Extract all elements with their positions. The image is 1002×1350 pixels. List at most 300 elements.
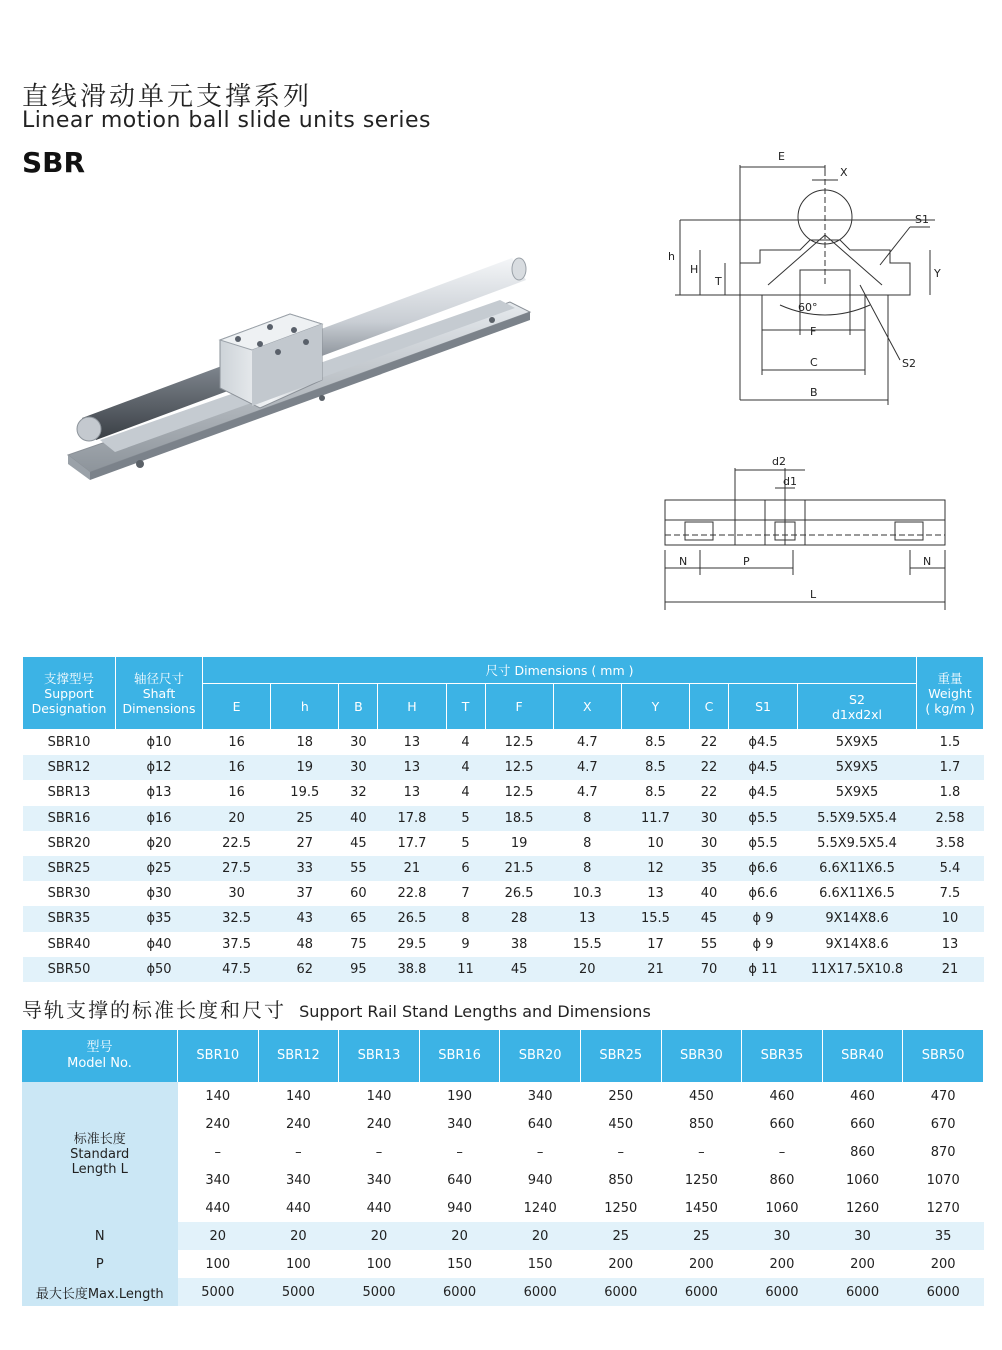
- header-model-sbr10: SBR10: [178, 1030, 259, 1082]
- table-cell: 250: [580, 1082, 661, 1110]
- header-dim-c: C: [690, 684, 729, 730]
- table-cell: 13: [917, 932, 984, 957]
- table-cell: 8: [446, 906, 485, 931]
- table-cell: ϕ35: [116, 906, 203, 931]
- table-cell: ϕ16: [116, 806, 203, 831]
- table-cell: 20: [419, 1222, 500, 1250]
- table-cell: 22: [690, 780, 729, 805]
- table-row: [23, 831, 984, 856]
- table-cell: 30: [822, 1222, 903, 1250]
- table-cell: 13: [378, 780, 446, 805]
- header-shaft-cn: 轴径尺寸: [133, 670, 184, 686]
- table-cell: 5000: [178, 1278, 259, 1306]
- label-B: B: [810, 386, 818, 399]
- table-cell: 11X17.5X10.8: [798, 957, 917, 982]
- table-cell: 27.5: [203, 856, 271, 881]
- table-cell: 6000: [500, 1278, 581, 1306]
- table-cell: 5: [446, 806, 485, 831]
- table-cell: 12: [621, 856, 689, 881]
- table-cell: ϕ40: [116, 932, 203, 957]
- table-cell: –: [500, 1138, 581, 1166]
- table-cell: ϕ5.5: [729, 831, 798, 856]
- label-F: F: [810, 325, 817, 338]
- table-cell: 5000: [339, 1278, 420, 1306]
- table-cell: 65: [339, 906, 378, 931]
- header-dim-s2: [798, 684, 917, 730]
- table-cell: 48: [271, 932, 339, 957]
- table-cell: 240: [339, 1110, 420, 1138]
- title-english: Linear motion ball slide units series: [22, 108, 431, 133]
- label-H: H: [690, 263, 699, 276]
- header-model-sbr40: SBR40: [822, 1030, 903, 1082]
- table-row-p: [22, 1250, 984, 1278]
- table-cell: 1060: [822, 1166, 903, 1194]
- table-cell: SBR12: [23, 755, 116, 780]
- table-cell: 850: [661, 1110, 742, 1138]
- table-cell: 5.5X9.5X5.4: [798, 806, 917, 831]
- table-cell: 2.58: [917, 806, 984, 831]
- table-cell: 5X9X5: [798, 755, 917, 780]
- header-dim-h: H: [378, 684, 446, 730]
- table-cell: 8.5: [621, 755, 689, 780]
- table-cell: 5X9X5: [798, 780, 917, 805]
- header-dim-s1: S1: [729, 684, 798, 730]
- table-cell: ϕ4.5: [729, 755, 798, 780]
- table-cell: 9X14X8.6: [798, 932, 917, 957]
- header-model-sbr20: SBR20: [500, 1030, 581, 1082]
- table-cell: 3.58: [917, 831, 984, 856]
- table-cell: 100: [258, 1250, 339, 1278]
- std-en1: Standard: [70, 1146, 130, 1162]
- table-cell: 12.5: [485, 730, 553, 756]
- table-cell: 37.5: [203, 932, 271, 957]
- table-cell: 6000: [822, 1278, 903, 1306]
- table-cell: ϕ5.5: [729, 806, 798, 831]
- table-cell: ϕ4.5: [729, 730, 798, 756]
- table-cell: 7: [446, 881, 485, 906]
- table-cell: SBR40: [23, 932, 116, 957]
- header-s2-sub: d1xd2xl: [831, 706, 883, 722]
- table-cell: 1060: [742, 1194, 823, 1222]
- table-cell: 860: [822, 1138, 903, 1166]
- table-cell: 43: [271, 906, 339, 931]
- header-shaft-en2: Dimensions: [122, 700, 196, 716]
- table-cell: 9X14X8.6: [798, 906, 917, 931]
- table-cell: 4.7: [553, 780, 621, 805]
- side-view-drawing: [655, 450, 955, 615]
- table-cell: 20: [339, 1222, 420, 1250]
- table-cell: 13: [378, 730, 446, 756]
- table-cell: 95: [339, 957, 378, 982]
- table-cell: 1270: [903, 1194, 984, 1222]
- table-cell: 190: [419, 1082, 500, 1110]
- table-cell: 13: [378, 755, 446, 780]
- cross-section-drawing: [660, 145, 960, 410]
- table-cell: 4: [446, 755, 485, 780]
- table-cell: 12.5: [485, 755, 553, 780]
- table-row: [22, 1082, 984, 1110]
- label-X: X: [840, 166, 848, 179]
- table-cell: SBR10: [23, 730, 116, 756]
- table-cell: 26.5: [378, 906, 446, 931]
- table-cell: ϕ30: [116, 881, 203, 906]
- header-model-en: Model No.: [67, 1056, 132, 1071]
- table-cell: 45: [339, 831, 378, 856]
- table-cell: 15.5: [621, 906, 689, 931]
- table-cell: 4: [446, 730, 485, 756]
- table-cell: 20: [258, 1222, 339, 1250]
- table-cell: 940: [419, 1194, 500, 1222]
- table-cell: 1260: [822, 1194, 903, 1222]
- table-cell: 40: [339, 806, 378, 831]
- table-cell: 20: [500, 1222, 581, 1250]
- table-cell: 200: [580, 1250, 661, 1278]
- table-cell: 62: [271, 957, 339, 982]
- table-cell: 850: [580, 1166, 661, 1194]
- table-cell: 16: [203, 780, 271, 805]
- table-cell: 30: [203, 881, 271, 906]
- label-N-right: N: [923, 555, 932, 568]
- table-cell: 70: [690, 957, 729, 982]
- lengths-table: [22, 1030, 984, 1306]
- table-cell: –: [661, 1138, 742, 1166]
- table-cell: 5.4: [917, 856, 984, 881]
- header-model-cn: 型号: [86, 1040, 113, 1055]
- header-dim-t: T: [446, 684, 485, 730]
- table-cell: 340: [419, 1110, 500, 1138]
- table-cell: 140: [339, 1082, 420, 1110]
- header-support-en1: Support: [44, 685, 94, 701]
- header-dimensions: 尺寸 Dimensions ( mm ): [203, 657, 917, 684]
- table-cell: 55: [339, 856, 378, 881]
- table-cell: 45: [485, 957, 553, 982]
- table-cell: 35: [690, 856, 729, 881]
- table-cell: 1.7: [917, 755, 984, 780]
- table-cell: 22.8: [378, 881, 446, 906]
- table-cell: 20: [203, 806, 271, 831]
- table-cell: 450: [661, 1082, 742, 1110]
- table-cell: 40: [690, 881, 729, 906]
- header-weight-en2: ( kg/m ): [925, 700, 975, 716]
- header-shaft-en1: Shaft: [142, 685, 176, 701]
- header-model-sbr13: SBR13: [339, 1030, 420, 1082]
- table-cell: 200: [822, 1250, 903, 1278]
- label-d1: d1: [783, 475, 797, 488]
- table-cell: 22: [690, 730, 729, 756]
- table-cell: ϕ6.6: [729, 881, 798, 906]
- table-cell: 1450: [661, 1194, 742, 1222]
- table-cell: 20: [553, 957, 621, 982]
- table-cell: 460: [742, 1082, 823, 1110]
- table-cell: 10: [917, 906, 984, 931]
- header-weight: [917, 657, 984, 730]
- header-model: [22, 1030, 178, 1082]
- model-title: SBR: [22, 146, 86, 179]
- header-dim-x: X: [553, 684, 621, 730]
- table-cell: 1.5: [917, 730, 984, 756]
- table-cell: 240: [258, 1110, 339, 1138]
- table-cell: 17.8: [378, 806, 446, 831]
- section2-title-cn: 导轨支撑的标准长度和尺寸: [22, 998, 286, 1022]
- header-support-cn: 支撑型号: [43, 670, 94, 686]
- header-support-en2: Designation: [31, 700, 107, 716]
- table-cell: 8: [553, 806, 621, 831]
- table-cell: 25: [271, 806, 339, 831]
- table-cell: 21.5: [485, 856, 553, 881]
- table-row: [23, 906, 984, 931]
- header-weight-cn: 重量: [937, 670, 963, 686]
- table-cell: SBR50: [23, 957, 116, 982]
- table-cell: 38.8: [378, 957, 446, 982]
- table-cell: 10: [621, 831, 689, 856]
- table-cell: 26.5: [485, 881, 553, 906]
- table-cell: ϕ 11: [729, 957, 798, 982]
- table-cell: SBR35: [23, 906, 116, 931]
- table-cell: 30: [690, 831, 729, 856]
- table-cell: 6.6X11X6.5: [798, 856, 917, 881]
- table-cell: 670: [903, 1110, 984, 1138]
- table-cell: 17: [621, 932, 689, 957]
- table-cell: 660: [742, 1110, 823, 1138]
- std-en2: Length L: [71, 1161, 128, 1177]
- table-cell: –: [580, 1138, 661, 1166]
- table-row: [23, 730, 984, 756]
- table-cell: 450: [580, 1110, 661, 1138]
- table-cell: 940: [500, 1166, 581, 1194]
- table-cell: ϕ4.5: [729, 780, 798, 805]
- table-cell: 440: [178, 1194, 259, 1222]
- header-model-sbr30: SBR30: [661, 1030, 742, 1082]
- table-cell: –: [339, 1138, 420, 1166]
- table-cell: 32.5: [203, 906, 271, 931]
- table-row: [23, 780, 984, 805]
- table-cell: 1.8: [917, 780, 984, 805]
- table-cell: 30: [339, 730, 378, 756]
- table-cell: 19: [271, 755, 339, 780]
- table-cell: 11: [446, 957, 485, 982]
- table-cell: 100: [339, 1250, 420, 1278]
- table-cell: 17.7: [378, 831, 446, 856]
- table-cell: 28: [485, 906, 553, 931]
- table-cell: 1250: [580, 1194, 661, 1222]
- table-cell: 30: [690, 806, 729, 831]
- std-cn: 标准长度: [73, 1131, 126, 1147]
- table-cell: 440: [258, 1194, 339, 1222]
- table-cell: 22.5: [203, 831, 271, 856]
- table-row: [23, 932, 984, 957]
- table-cell: ϕ 9: [729, 906, 798, 931]
- standard-length-label: [22, 1082, 178, 1222]
- title-chinese: 直线滑动单元支撑系列: [22, 82, 313, 112]
- table-cell: 10.3: [553, 881, 621, 906]
- table-cell: 6000: [742, 1278, 823, 1306]
- label-Y: Y: [934, 267, 941, 280]
- header-weight-en1: Weight: [928, 685, 972, 701]
- table-cell: 33: [271, 856, 339, 881]
- table-cell: 6000: [580, 1278, 661, 1306]
- table-cell: ϕ20: [116, 831, 203, 856]
- table-cell: 25: [661, 1222, 742, 1250]
- table-cell: 1070: [903, 1166, 984, 1194]
- header-model-sbr16: SBR16: [419, 1030, 500, 1082]
- header-shaft: [116, 657, 203, 730]
- label-L: L: [810, 588, 817, 601]
- table-cell: 16: [203, 755, 271, 780]
- table-cell: 21: [378, 856, 446, 881]
- table-cell: 47.5: [203, 957, 271, 982]
- table-cell: 100: [178, 1250, 259, 1278]
- n-label: N: [22, 1222, 178, 1250]
- table-cell: 21: [917, 957, 984, 982]
- table-cell: 200: [742, 1250, 823, 1278]
- table-cell: ϕ25: [116, 856, 203, 881]
- table-cell: 6: [446, 856, 485, 881]
- table-cell: SBR30: [23, 881, 116, 906]
- table-cell: 5000: [258, 1278, 339, 1306]
- header-model-sbr35: SBR35: [742, 1030, 823, 1082]
- table-cell: 200: [903, 1250, 984, 1278]
- table-row-n: [22, 1222, 984, 1250]
- table-cell: 12.5: [485, 780, 553, 805]
- table-cell: ϕ13: [116, 780, 203, 805]
- table-cell: 22: [690, 755, 729, 780]
- table-cell: 440: [339, 1194, 420, 1222]
- header-dim-f: F: [485, 684, 553, 730]
- table-cell: 1240: [500, 1194, 581, 1222]
- table-cell: 5X9X5: [798, 730, 917, 756]
- table-cell: 29.5: [378, 932, 446, 957]
- table-cell: 340: [339, 1166, 420, 1194]
- table-cell: 870: [903, 1138, 984, 1166]
- table-cell: ϕ50: [116, 957, 203, 982]
- table-cell: 1250: [661, 1166, 742, 1194]
- table-cell: 13: [553, 906, 621, 931]
- table-cell: 27: [271, 831, 339, 856]
- table-row-max: [22, 1278, 984, 1306]
- table-cell: 13: [621, 881, 689, 906]
- table-cell: SBR13: [23, 780, 116, 805]
- table-cell: 6000: [903, 1278, 984, 1306]
- table-cell: 4.7: [553, 730, 621, 756]
- table-row: [23, 856, 984, 881]
- table-cell: 19.5: [271, 780, 339, 805]
- table-cell: 4: [446, 780, 485, 805]
- table-cell: 6000: [661, 1278, 742, 1306]
- table-cell: ϕ6.6: [729, 856, 798, 881]
- max-label: 最大长度Max.Length: [22, 1278, 178, 1306]
- table-cell: 45: [690, 906, 729, 931]
- table-cell: 150: [500, 1250, 581, 1278]
- table-cell: 150: [419, 1250, 500, 1278]
- table-cell: 60: [339, 881, 378, 906]
- table-cell: SBR20: [23, 831, 116, 856]
- table-cell: 15.5: [553, 932, 621, 957]
- label-S2: S2: [902, 357, 916, 370]
- label-N-left: N: [679, 555, 688, 568]
- header-dim-e: E: [203, 684, 271, 730]
- label-P: P: [743, 555, 750, 568]
- table-row: [23, 881, 984, 906]
- table-cell: 470: [903, 1082, 984, 1110]
- table-cell: SBR25: [23, 856, 116, 881]
- table-cell: 8: [553, 856, 621, 881]
- table-cell: 140: [258, 1082, 339, 1110]
- table-cell: 16: [203, 730, 271, 756]
- table-cell: ϕ12: [116, 755, 203, 780]
- label-T: T: [715, 275, 722, 288]
- header-support: [23, 657, 116, 730]
- table-cell: 18.5: [485, 806, 553, 831]
- header-s2: S2: [849, 691, 865, 707]
- table-cell: 340: [258, 1166, 339, 1194]
- table-cell: 38: [485, 932, 553, 957]
- table-cell: 140: [178, 1082, 259, 1110]
- table-cell: 8.5: [621, 780, 689, 805]
- table-row: [23, 806, 984, 831]
- p-label: P: [22, 1250, 178, 1278]
- dimensions-table: [22, 656, 984, 982]
- table-cell: 6.6X11X6.5: [798, 881, 917, 906]
- table-cell: 6000: [419, 1278, 500, 1306]
- table-cell: 200: [661, 1250, 742, 1278]
- label-h: h: [668, 250, 675, 263]
- table-cell: 5.5X9.5X5.4: [798, 831, 917, 856]
- table-row: [23, 957, 984, 982]
- header-dim-h: h: [271, 684, 339, 730]
- header-model-sbr50: SBR50: [903, 1030, 984, 1082]
- table-cell: –: [178, 1138, 259, 1166]
- table-cell: 35: [903, 1222, 984, 1250]
- table-cell: 4.7: [553, 755, 621, 780]
- table-cell: 460: [822, 1082, 903, 1110]
- label-E: E: [778, 150, 785, 163]
- table-cell: –: [742, 1138, 823, 1166]
- table-row: [23, 755, 984, 780]
- table-cell: ϕ10: [116, 730, 203, 756]
- table-cell: 340: [500, 1082, 581, 1110]
- header-model-sbr12: SBR12: [258, 1030, 339, 1082]
- table-cell: 75: [339, 932, 378, 957]
- label-d2: d2: [772, 455, 786, 468]
- table-cell: 11.7: [621, 806, 689, 831]
- table-cell: 8: [553, 831, 621, 856]
- header-model-sbr25: SBR25: [580, 1030, 661, 1082]
- table-cell: 25: [580, 1222, 661, 1250]
- table-cell: 55: [690, 932, 729, 957]
- header-dim-b: B: [339, 684, 378, 730]
- table-cell: 19: [485, 831, 553, 856]
- label-C: C: [810, 356, 818, 369]
- table-cell: ϕ 9: [729, 932, 798, 957]
- section2-title: [22, 994, 651, 1023]
- table-cell: 640: [419, 1166, 500, 1194]
- table-cell: 5: [446, 831, 485, 856]
- product-photo: [60, 240, 540, 490]
- table-cell: 37: [271, 881, 339, 906]
- table-cell: 640: [500, 1110, 581, 1138]
- label-angle: 60°: [798, 301, 818, 314]
- section2-title-en: Support Rail Stand Lengths and Dimensions: [299, 1002, 651, 1021]
- table-cell: SBR16: [23, 806, 116, 831]
- table-cell: 7.5: [917, 881, 984, 906]
- table-cell: 240: [178, 1110, 259, 1138]
- table-cell: 30: [339, 755, 378, 780]
- table-cell: 18: [271, 730, 339, 756]
- header-dim-y: Y: [621, 684, 689, 730]
- table-cell: 30: [742, 1222, 823, 1250]
- table-cell: 660: [822, 1110, 903, 1138]
- table-cell: 9: [446, 932, 485, 957]
